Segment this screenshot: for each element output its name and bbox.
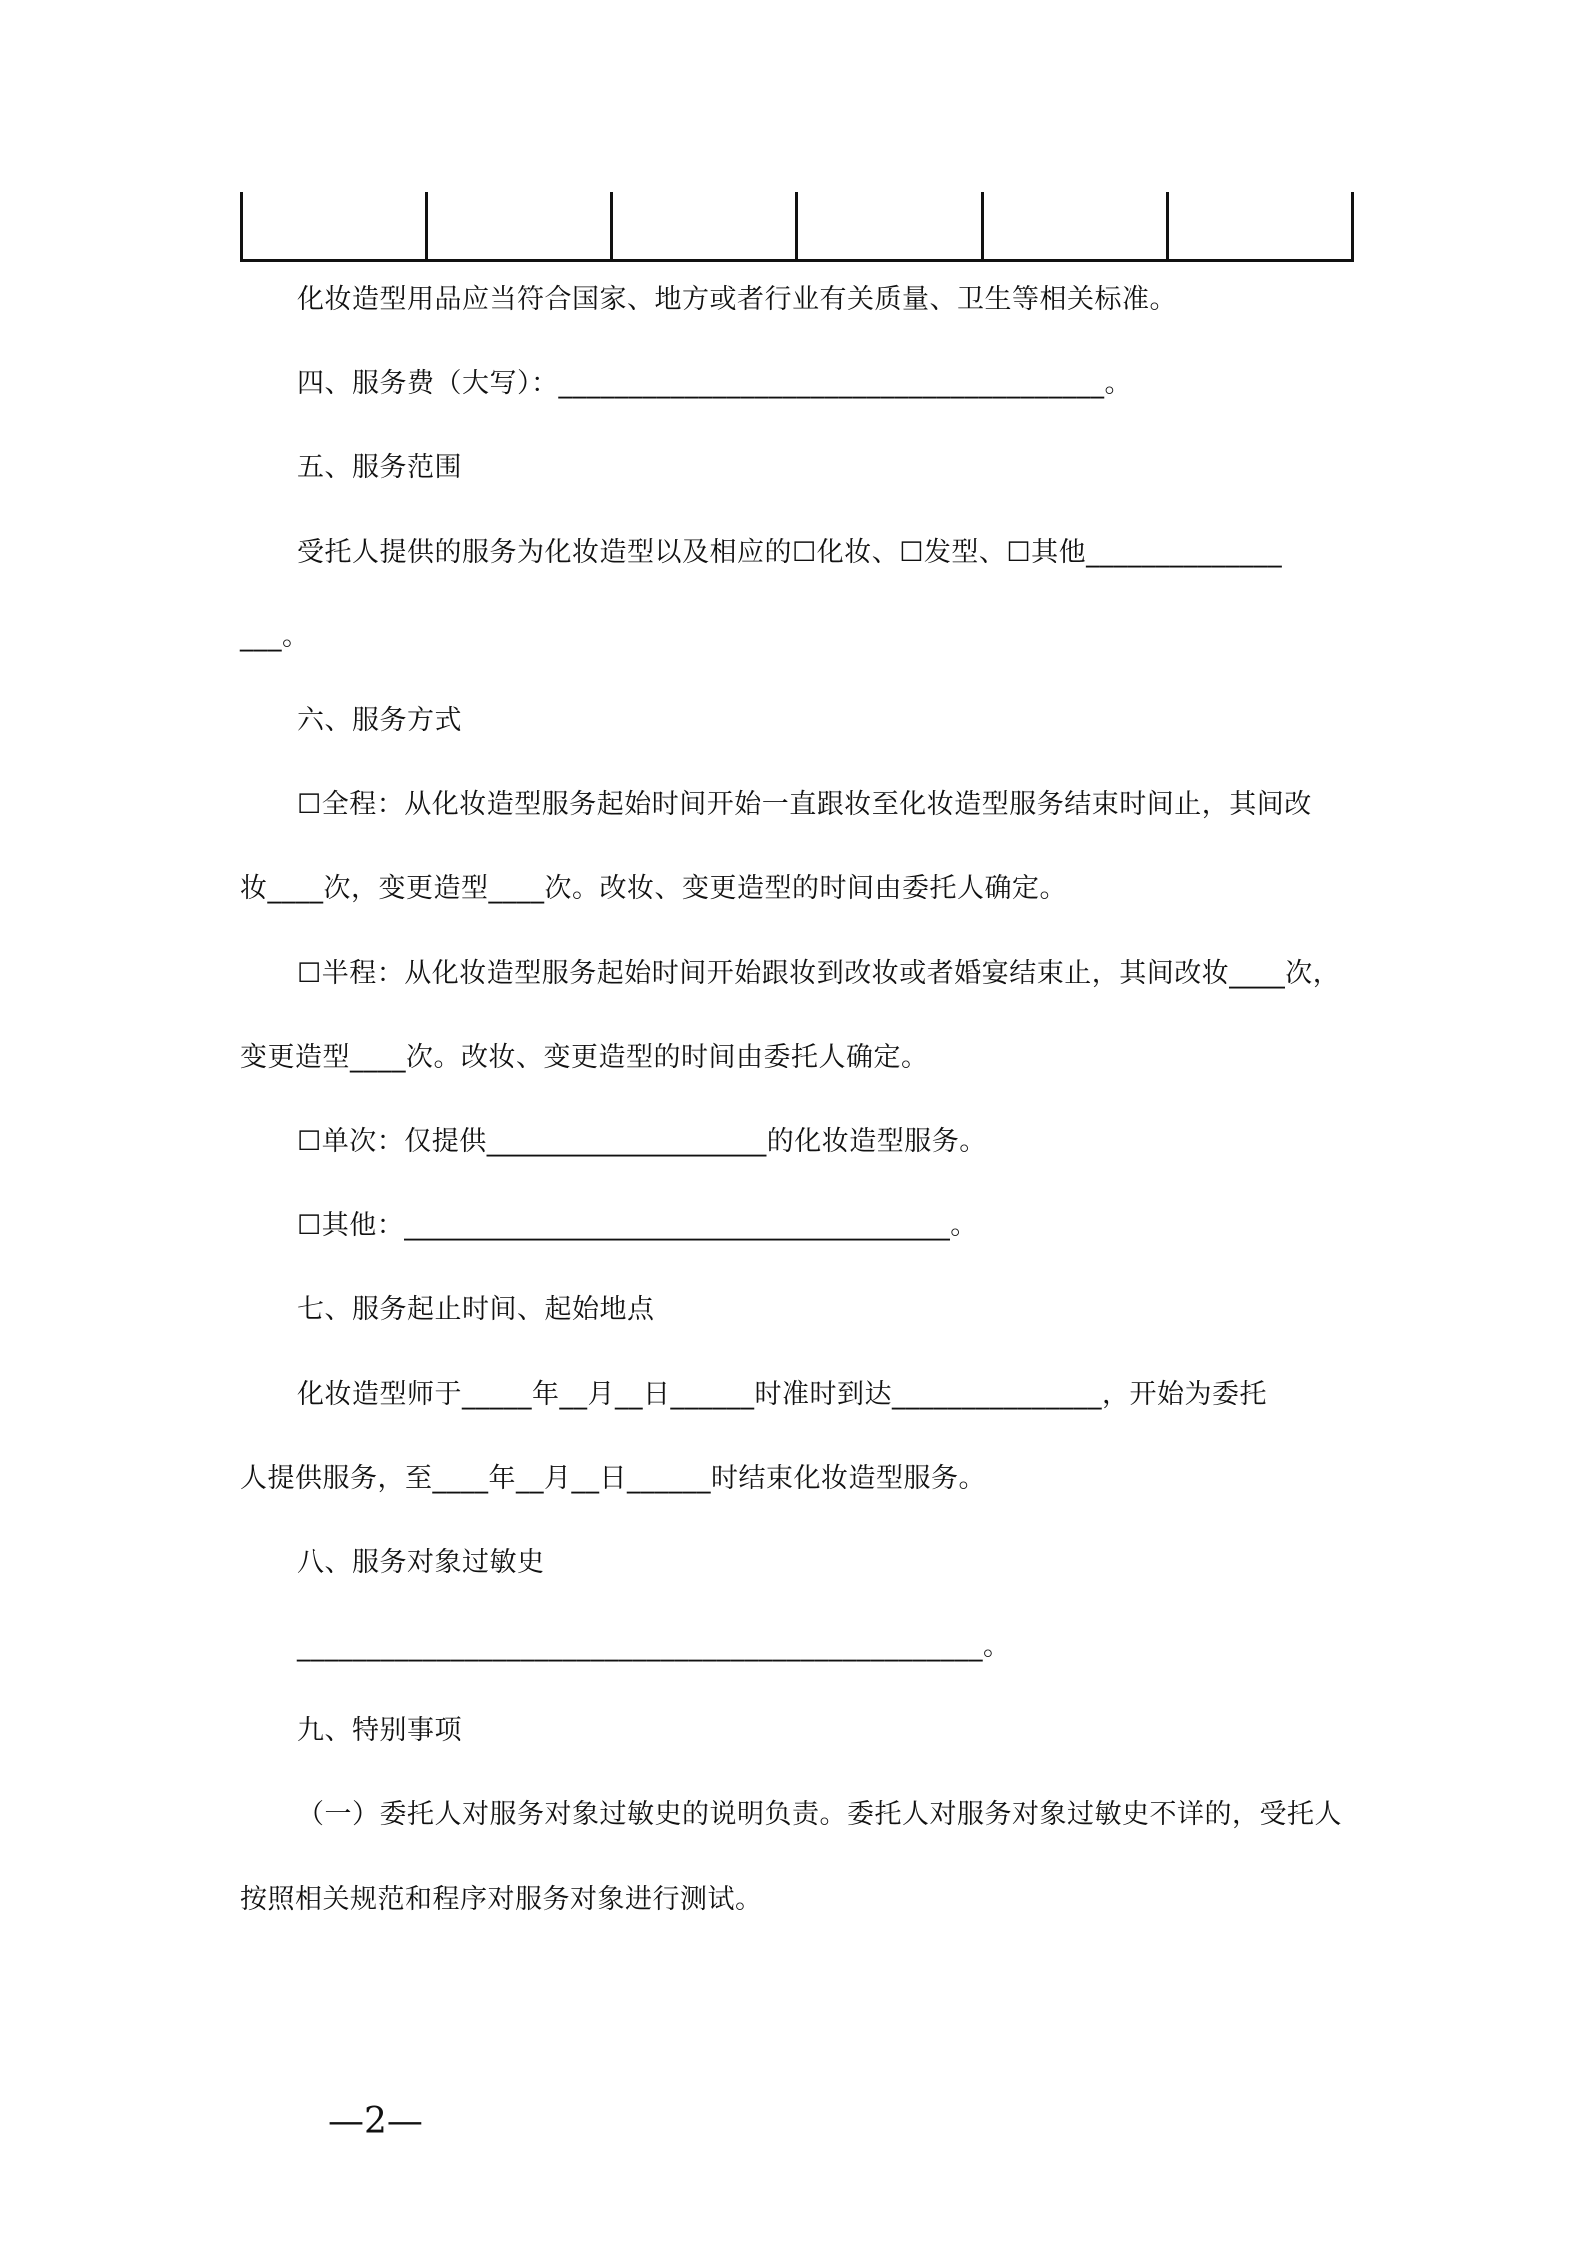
option-single-service: ☐单次：仅提供____________________的化妆造型服务。	[297, 1126, 987, 1157]
paragraph-end-time: 人提供服务，至____年__月__日______时结束化妆造型服务。	[240, 1463, 986, 1494]
paragraph-service-scope: 受托人提供的服务为化妆造型以及相应的☐化妆、☐发型、☐其他______________	[297, 537, 1283, 568]
option-other-service: ☐其他：_______________________________________。	[297, 1210, 978, 1241]
table-cell	[797, 192, 982, 261]
paragraph-special-matter-1: （一）委托人对服务对象过敏史的说明负责。委托人对服务对象过敏史不详的，受托人	[297, 1799, 1342, 1830]
section-heading-time-place: 七、服务起止时间、起始地点	[297, 1294, 655, 1325]
paragraph-service-scope-cont: ___。	[240, 621, 310, 652]
section-heading-service-scope: 五、服务范围	[297, 452, 462, 483]
paragraph-start-time: 化妆造型师于_____年__月__日______时准时到达_______________，开始为委托	[297, 1379, 1267, 1410]
table-fragment	[240, 192, 1354, 262]
section-heading-service-mode: 六、服务方式	[297, 705, 462, 736]
paragraph-quality-standard: 化妆造型用品应当符合国家、地方或者行业有关质量、卫生等相关标准。	[297, 284, 1177, 315]
section-service-fee: 四、服务费（大写）：_______________________________________。	[297, 368, 1132, 399]
section-heading-allergy: 八、服务对象过敏史	[297, 1547, 545, 1578]
section-heading-special-matters: 九、特别事项	[297, 1715, 462, 1746]
allergy-blank-line: _________________________________________________。	[297, 1631, 1011, 1662]
table-cell	[982, 192, 1167, 261]
paragraph-special-matter-1-cont: 按照相关规范和程序对服务对象进行测试。	[240, 1884, 763, 1915]
option-full-service: ☐全程：从化妆造型服务起始时间开始一直跟妆至化妆造型服务结束时间止，其间改	[297, 789, 1312, 820]
table-cell	[1167, 192, 1352, 261]
table-cell	[427, 192, 612, 261]
page-number: —2—	[328, 2101, 423, 2142]
table-cell	[612, 192, 797, 261]
table-cell	[242, 192, 427, 261]
option-half-service-cont: 变更造型____次。改妆、变更造型的时间由委托人确定。	[240, 1042, 929, 1073]
table-row	[242, 192, 1353, 261]
option-full-service-cont: 妆____次，变更造型____次。改妆、变更造型的时间由委托人确定。	[240, 873, 1067, 904]
option-half-service: ☐半程：从化妆造型服务起始时间开始跟妆到改妆或者婚宴结束止，其间改妆____次，	[297, 958, 1341, 989]
